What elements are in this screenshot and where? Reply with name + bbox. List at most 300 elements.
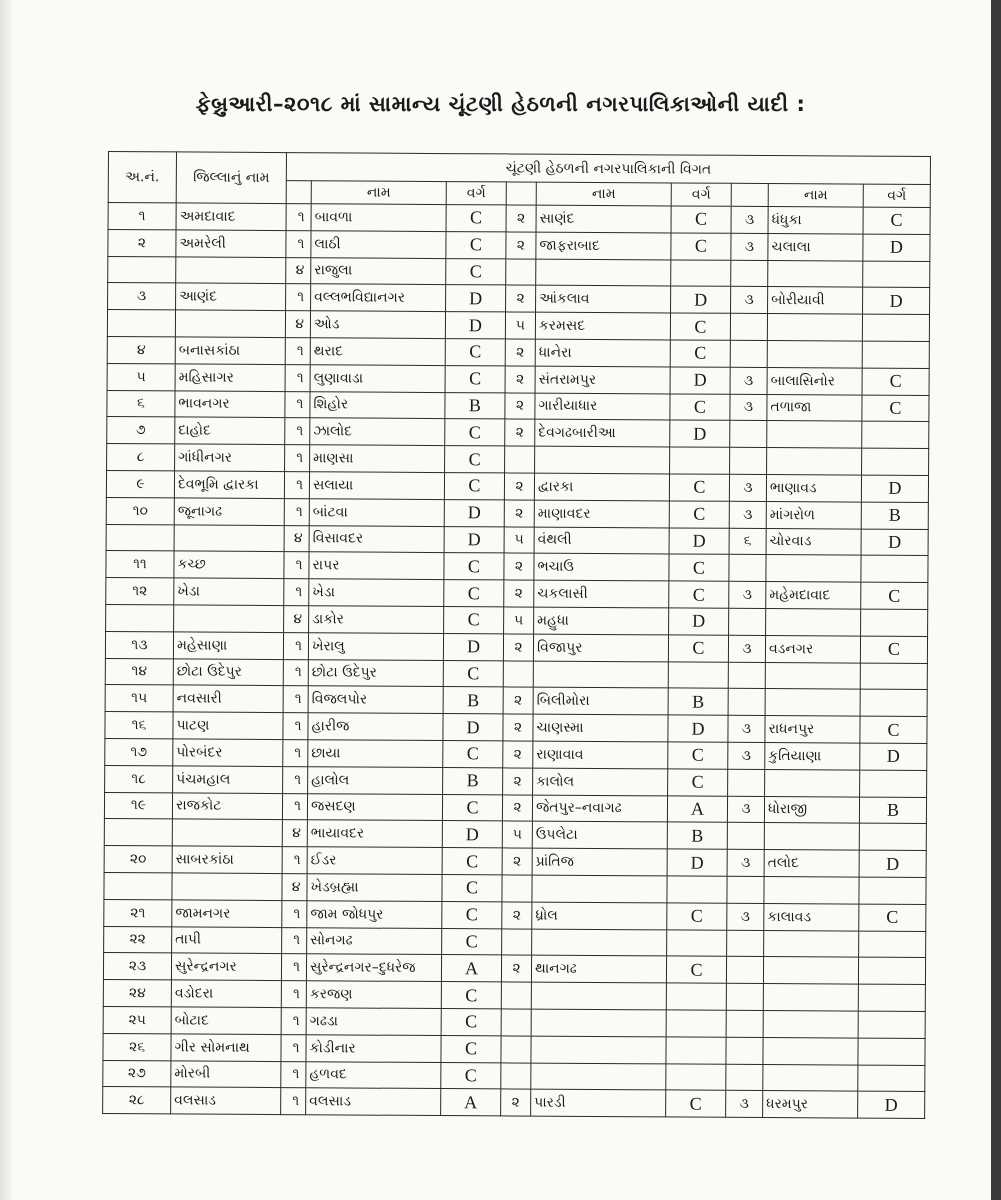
serial-cell: ૧૫ [105, 685, 173, 712]
num-cell [502, 928, 532, 955]
serial-cell: ૧૯ [104, 792, 172, 819]
class-cell [858, 1011, 925, 1038]
class-cell [670, 447, 730, 474]
num-cell: ૩ [728, 742, 765, 769]
municipality-cell [763, 1064, 858, 1091]
class-cell: C [443, 660, 503, 687]
serial-cell: ૨૩ [103, 953, 171, 980]
serial-cell: ૩ [108, 283, 176, 310]
municipality-cell: કુતિયાણા [765, 742, 860, 769]
header-class-2: વર્ગ [671, 183, 731, 206]
municipality-cell: રાધનપુર [765, 716, 860, 743]
municipality-cell: સાણંદ [536, 205, 671, 233]
district-cell: જૂનાગઢ [174, 498, 284, 525]
num-cell: ૩ [726, 1091, 763, 1118]
serial-cell: ૧૮ [105, 765, 173, 792]
municipality-cell: ધોરાજી [764, 796, 859, 823]
class-cell: C [671, 233, 731, 260]
num-cell [729, 555, 766, 582]
municipality-cell: ધાનેરા [535, 339, 670, 367]
district-cell: બોટાદ [171, 1007, 281, 1034]
num-cell: ૩ [731, 287, 768, 314]
municipality-cell: વિજાપુર [533, 634, 668, 662]
municipality-cell [531, 1036, 666, 1064]
class-cell: C [669, 581, 729, 608]
class-cell: D [446, 285, 506, 312]
municipality-cell: વંથલી [534, 527, 669, 555]
municipality-cell: દ્વારકા [534, 473, 669, 501]
class-cell: D [445, 312, 505, 339]
municipality-cell: ભાયાવદર [307, 820, 442, 848]
district-cell: પોરબંદર [173, 739, 283, 766]
municipality-cell: કરજણ [306, 981, 441, 1009]
district-cell [174, 605, 284, 632]
class-cell: A [441, 1089, 501, 1116]
class-cell: C [445, 419, 505, 446]
num-cell [730, 447, 767, 474]
class-cell: C [666, 1090, 726, 1117]
num-cell: ૨ [506, 205, 536, 232]
num-cell: ૧ [281, 954, 306, 981]
municipality-cell: હારીજ [308, 713, 443, 741]
num-cell [727, 930, 764, 957]
municipality-cell: રાણાવાવ [533, 741, 668, 769]
num-cell: ૧ [285, 338, 310, 365]
class-cell [859, 823, 926, 850]
num-cell [730, 340, 767, 367]
num-cell: ૨ [505, 393, 535, 420]
page-title: ફેબ્રુઆરી–૨૦૧૮ માં સામાન્ય ચૂંટણી હેઠળની નગરપાલિકાઓની યાદી : [195, 92, 806, 116]
class-cell: D [861, 529, 928, 556]
serial-cell [106, 604, 174, 631]
class-cell: C [446, 205, 506, 232]
municipality-cell [535, 446, 670, 474]
municipality-cell [763, 1037, 858, 1064]
municipality-cell: કાલોલ [533, 768, 668, 796]
class-cell [863, 261, 930, 288]
municipality-cell: કોડીનાર [306, 1034, 441, 1062]
class-cell: C [666, 956, 726, 983]
num-cell: ૨ [504, 553, 534, 580]
header-name-2: નામ [536, 182, 671, 206]
num-cell: ૪ [284, 525, 309, 552]
class-cell: D [669, 608, 729, 635]
num-cell: ૩ [729, 474, 766, 501]
num-cell: ૬ [729, 528, 766, 555]
class-cell: B [861, 502, 928, 529]
class-cell [666, 1063, 726, 1090]
class-cell [858, 957, 925, 984]
municipality-cell: ડાકોર [309, 606, 444, 634]
district-cell: દેવભૂમિ દ્વારકા [174, 471, 284, 498]
class-cell: C [862, 395, 929, 422]
class-cell: C [442, 848, 502, 875]
class-cell: D [863, 234, 930, 261]
class-cell: C [444, 473, 504, 500]
municipality-cell [531, 1009, 666, 1037]
municipality-cell [763, 1010, 858, 1037]
num-cell: ૧ [284, 579, 309, 606]
municipality-cell: બાવળા [311, 204, 446, 232]
municipality-cell: ઝાલોદ [310, 418, 445, 446]
num-cell: ૧ [285, 364, 310, 391]
district-cell: નવસારી [173, 685, 283, 712]
class-cell: C [671, 206, 731, 233]
municipality-cell [765, 689, 860, 716]
num-cell [728, 689, 765, 716]
municipality-cell: બાંટવા [309, 499, 444, 527]
class-cell: D [860, 743, 927, 770]
num-cell: ૨ [503, 714, 533, 741]
district-cell [176, 257, 286, 284]
class-cell: B [445, 392, 505, 419]
num-cell: ૧ [281, 1061, 306, 1088]
municipality-cell: સંતરામપુર [535, 366, 670, 394]
district-cell [175, 310, 285, 337]
district-cell: ગાંધીનગર [175, 444, 285, 471]
num-cell: ૩ [729, 581, 766, 608]
district-cell: સાબરકાંઠા [172, 846, 282, 873]
num-cell: ૧ [283, 632, 308, 659]
num-cell [726, 1064, 763, 1091]
serial-cell: ૬ [107, 390, 175, 417]
num-cell: ૧ [282, 793, 307, 820]
num-cell: ૨ [503, 687, 533, 714]
class-cell [860, 663, 927, 690]
class-cell [858, 1065, 925, 1092]
municipality-cell: જસદણ [307, 793, 442, 821]
district-cell: પાટણ [173, 712, 283, 739]
class-cell [668, 661, 728, 688]
class-cell: C [444, 607, 504, 634]
num-cell [727, 876, 764, 903]
municipality-cell: ધ્રોલ [532, 902, 667, 930]
num-cell [501, 1009, 531, 1036]
serial-cell: ૨૧ [104, 899, 172, 926]
num-cell: ૨ [506, 285, 536, 312]
serial-cell [106, 524, 174, 551]
municipality-cell [536, 259, 671, 287]
num-cell: ૨ [505, 419, 535, 446]
municipality-cell: પારડી [531, 1089, 666, 1117]
num-cell [728, 769, 765, 796]
class-cell: C [446, 231, 506, 258]
district-cell: મહિસાગર [175, 364, 285, 391]
num-cell: ૨ [504, 473, 534, 500]
municipality-cell: ખેરાલુ [308, 632, 443, 660]
num-cell: ૩ [731, 206, 768, 233]
class-cell: C [669, 501, 729, 528]
num-cell: ૪ [282, 873, 307, 900]
num-cell: ૧ [282, 900, 307, 927]
class-cell: D [861, 475, 928, 502]
municipality-cell [764, 876, 859, 903]
municipality-cell: સલાયા [309, 472, 444, 500]
serial-cell: ૭ [107, 417, 175, 444]
class-cell: C [670, 340, 730, 367]
num-cell: ૪ [284, 606, 309, 633]
class-cell: C [444, 553, 504, 580]
class-cell: D [444, 499, 504, 526]
class-cell [666, 1010, 726, 1037]
municipality-cell: લાઠી [311, 231, 446, 259]
serial-cell: ૧૩ [105, 631, 173, 658]
num-cell: ૨ [503, 741, 533, 768]
municipality-cell: સોનગઢ [307, 927, 442, 955]
municipality-cell: પ્રાંતિજ [532, 848, 667, 876]
class-cell: C [668, 769, 728, 796]
num-cell: ૪ [285, 311, 310, 338]
municipality-cell: બાલાસિનોર [767, 367, 862, 394]
num-cell: ૨ [505, 366, 535, 393]
district-cell: કચ્છ [174, 551, 284, 578]
num-cell: ૧ [283, 686, 308, 713]
municipality-cell: ઓડ [310, 311, 445, 339]
municipality-cell [763, 957, 858, 984]
municipality-cell: લુણાવાડા [310, 365, 445, 393]
num-cell: ૨ [504, 500, 534, 527]
municipality-cell: છોટા ઉદેપુર [308, 659, 443, 687]
num-cell: ૪ [282, 820, 307, 847]
serial-cell: ૧ [108, 203, 176, 230]
num-cell: ૧ [282, 927, 307, 954]
municipality-cell [766, 608, 861, 635]
class-cell: C [442, 928, 502, 955]
class-cell: C [442, 794, 502, 821]
class-cell [862, 341, 929, 368]
num-cell: ૨ [502, 902, 532, 929]
serial-cell: ૧૦ [106, 497, 174, 524]
num-cell [730, 313, 767, 340]
municipality-cell: હળવદ [306, 1061, 441, 1089]
municipality-cell: ચકલાસી [534, 580, 669, 608]
municipality-cell: તલોદ [764, 850, 859, 877]
district-cell [174, 524, 284, 551]
num-cell: ૧ [286, 204, 311, 231]
class-cell: C [670, 313, 730, 340]
serial-cell: ૧૪ [105, 658, 173, 685]
municipality-cell [764, 823, 859, 850]
num-cell [503, 660, 533, 687]
serial-cell: ૧૨ [106, 578, 174, 605]
class-cell [667, 876, 727, 903]
num-cell [727, 823, 764, 850]
class-cell: C [861, 582, 928, 609]
class-cell [671, 260, 731, 287]
class-cell [862, 314, 929, 341]
class-cell: C [445, 365, 505, 392]
class-cell [859, 931, 926, 958]
num-cell: ૧ [281, 1007, 306, 1034]
municipality-cell: આંકલાવ [536, 286, 671, 314]
serial-cell: ૧૬ [105, 712, 173, 739]
num-cell: ૩ [727, 796, 764, 823]
num-cell: ૨ [503, 768, 533, 795]
district-cell: તાપી [172, 926, 282, 953]
num-cell [726, 957, 763, 984]
class-cell: D [863, 288, 930, 315]
municipality-cell: જામ જોધપુર [307, 900, 442, 928]
num-cell: ૧ [283, 713, 308, 740]
num-cell [726, 1037, 763, 1064]
num-cell: ૫ [505, 312, 535, 339]
municipality-cell [533, 661, 668, 689]
num-cell: ૨ [503, 634, 533, 661]
class-cell: D [443, 714, 503, 741]
num-cell [726, 983, 763, 1010]
class-cell: D [670, 420, 730, 447]
class-cell [859, 877, 926, 904]
district-cell: અમરેલી [176, 230, 286, 257]
serial-cell [108, 256, 176, 283]
num-cell: ૧ [281, 981, 306, 1008]
municipality-cell [767, 314, 862, 341]
class-cell: C [441, 1062, 501, 1089]
municipality-cell: ધંધુકા [768, 207, 863, 234]
class-cell: C [670, 394, 730, 421]
class-cell: C [446, 258, 506, 285]
serial-cell [107, 310, 175, 337]
header-serial: અ.નં. [108, 152, 176, 203]
district-cell: આણંદ [176, 283, 286, 310]
num-cell: ૨ [504, 580, 534, 607]
num-cell [506, 259, 536, 286]
num-cell [505, 446, 535, 473]
num-cell: ૧ [285, 445, 310, 472]
municipality-cell: કાલાવડ [764, 903, 859, 930]
class-cell: C [443, 740, 503, 767]
municipality-cell: દેવગઢબારીઆ [535, 419, 670, 447]
num-cell [728, 662, 765, 689]
municipality-cell: ચોરવાડ [766, 528, 861, 555]
num-cell: ૨ [501, 1089, 531, 1116]
municipality-cell: તળાજા [767, 394, 862, 421]
municipality-cell: જેતપુર–નવાગઢ [532, 795, 667, 823]
municipality-cell [768, 260, 863, 287]
num-cell: ૧ [281, 1088, 306, 1115]
district-cell: છોટા ઉદેપુર [173, 658, 283, 685]
num-cell: ૨ [502, 794, 532, 821]
municipality-cell: રાજુલા [311, 257, 446, 285]
municipality-cell: ગઢડા [306, 1008, 441, 1036]
class-cell: B [859, 797, 926, 824]
municipality-cell: માણસા [310, 445, 445, 473]
num-cell: ૩ [729, 501, 766, 528]
header-name-1: નામ [311, 181, 446, 205]
num-cell: ૧ [284, 472, 309, 499]
district-cell: ગીર સોમનાથ [171, 1034, 281, 1061]
serial-cell: ૪ [107, 336, 175, 363]
serial-cell: ૨૦ [104, 846, 172, 873]
municipality-cell [764, 930, 859, 957]
serial-cell: ૧૧ [106, 551, 174, 578]
class-cell: D [668, 715, 728, 742]
num-cell: ૧ [281, 1034, 306, 1061]
num-cell: ૩ [728, 715, 765, 742]
class-cell [860, 689, 927, 716]
serial-cell: ૨૬ [103, 1033, 171, 1060]
num-cell: ૨ [501, 955, 531, 982]
district-cell [172, 873, 282, 900]
num-cell: ૧ [286, 284, 311, 311]
num-cell: ૧ [286, 230, 311, 257]
class-cell: C [667, 903, 727, 930]
municipality-cell: ભાણાવડ [766, 474, 861, 501]
num-cell: ૧ [285, 418, 310, 445]
district-cell: દાહોદ [175, 417, 285, 444]
num-cell [501, 982, 531, 1009]
municipality-cell [531, 1063, 666, 1091]
municipality-cell: હાલોલ [308, 766, 443, 794]
num-cell [501, 1062, 531, 1089]
municipality-cell: સુરેન્દ્રનગર–દુધરેજ [306, 954, 441, 982]
class-cell: A [441, 955, 501, 982]
serial-cell [104, 819, 172, 846]
district-cell: ભાવનગર [175, 390, 285, 417]
municipalities-table [102, 151, 931, 1119]
municipality-cell: ઉપલેટા [532, 821, 667, 849]
municipality-cell: ખેડબ્રહ્મા [307, 874, 442, 902]
municipality-cell: ચલાલા [768, 233, 863, 260]
class-cell: D [858, 1091, 925, 1118]
class-cell: D [671, 286, 731, 313]
municipality-cell [532, 875, 667, 903]
class-cell: B [667, 822, 727, 849]
class-cell: C [860, 716, 927, 743]
district-cell: સુરેન્દ્રનગર [171, 953, 281, 980]
class-cell [667, 929, 727, 956]
class-cell: D [669, 527, 729, 554]
municipality-cell: શિહોર [310, 391, 445, 419]
district-cell: રાજકોટ [172, 792, 282, 819]
num-cell: ૧ [283, 740, 308, 767]
class-cell: C [441, 1035, 501, 1062]
class-cell: C [862, 368, 929, 395]
class-cell [858, 1038, 925, 1065]
municipality-cell: વલ્લભવિદ્યાનગર [311, 284, 446, 312]
header-class-3: વર્ગ [863, 184, 930, 207]
class-cell [666, 983, 726, 1010]
municipality-cell: બિલીમોરા [533, 687, 668, 715]
num-cell: ૨ [502, 848, 532, 875]
class-cell: B [443, 687, 503, 714]
municipality-cell [767, 341, 862, 368]
district-cell: વલસાડ [171, 1087, 281, 1114]
num-cell: ૩ [731, 233, 768, 260]
class-cell: B [443, 767, 503, 794]
class-cell: C [445, 339, 505, 366]
municipality-cell: વડનગર [765, 635, 860, 662]
serial-cell [104, 872, 172, 899]
num-cell: ૩ [730, 367, 767, 394]
municipality-cell [767, 448, 862, 475]
header-details: ચૂંટણી હેઠળની નગરપાલિકાની વિગત [286, 153, 930, 185]
num-cell: ૧ [282, 847, 307, 874]
municipality-cell: ધરમપુર [763, 1091, 858, 1118]
header-class-1: વર્ગ [446, 182, 506, 205]
num-cell [729, 608, 766, 635]
num-cell [501, 1036, 531, 1063]
municipality-cell: જાફરાબાદ [536, 232, 671, 260]
municipality-cell: ગારીયાધાર [535, 393, 670, 421]
municipality-cell: ભચાઉ [534, 553, 669, 581]
class-cell [860, 770, 927, 797]
municipality-cell: વલસાડ [306, 1088, 441, 1116]
serial-cell: ૨૪ [103, 980, 171, 1007]
municipality-cell: બોરીયાવી [768, 287, 863, 314]
header-district: જિલ્લાનું નામ [176, 152, 286, 204]
num-cell: ૩ [730, 394, 767, 421]
